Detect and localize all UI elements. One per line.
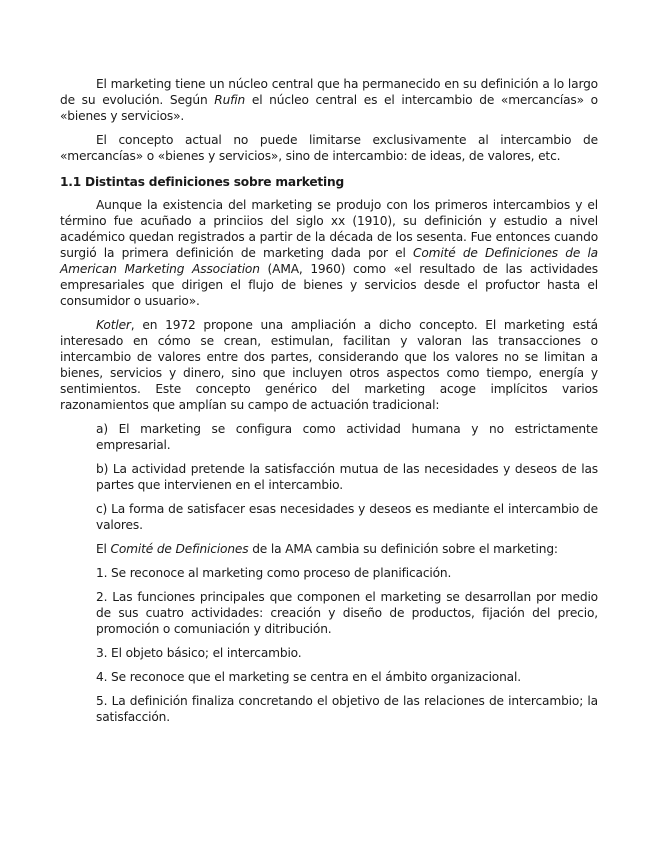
numbered-item-2: 2. Las funciones principales que componen el marketing se desarrollan por medio de sus cuatro actividades: creación y diseño de productos, fijación del precio, promoción o comuniación y ditribución. — [96, 590, 598, 636]
italic-author-kotler: Kotler — [96, 318, 131, 332]
text-run: El marketing tiene un núcleo central que ha permanecido en su definición a lo largo de su evolución. Según — [60, 77, 598, 107]
text-run: , en 1972 propone una ampliación a dicho concepto. El marketing está interesado en cómo se crean, estimulan, facilitan y valoran las transacciones o intercambio de valores entre dos partes, considerando que los valores no se limitan a bienes, servicios y dinero, sino que incluyen otros aspectos como tiempo, energía y sentimientos. Este concepto genérico del marketing acoge implícitos varios razonamientos que amplían su campo de actuación tradicional: — [60, 318, 598, 412]
text-run: de la AMA cambia su definición sobre el marketing: — [248, 542, 558, 556]
committee-line — [60, 541, 598, 557]
lettered-item-c: c) La forma de satisfacer esas necesidades y deseos es mediante el intercambio de valores. — [96, 502, 598, 532]
text-run: El concepto actual no puede limitarse exclusivamente al intercambio de «mercancías» o «bienes y servicios», sino de intercambio: de ideas, de valores, etc. — [60, 133, 598, 163]
section-paragraph-2 — [60, 317, 598, 413]
italic-ama-committee: Comité de Definiciones de la American Marketing Association — [60, 246, 599, 276]
numbered-item-4: 4. Se reconoce que el marketing se centra en el ámbito organizacional. — [96, 670, 521, 684]
document-page — [60, 76, 598, 733]
numbered-item-5: 5. La definición finaliza concretando el objetivo de las relaciones de intercambio; la satisfacción. — [96, 694, 598, 724]
text-run: Aunque la existencia del marketing se produjo con los primeros intercambios y el término fue acuñado a princiios del siglo xx (1910), su definición y estudio a nivel académico quedan registrados a partir de la década de los sesenta. Fue entonces cuando surgió la primera definición de marketing dada por el — [60, 198, 598, 260]
intro-paragraph-1 — [60, 76, 598, 124]
italic-committee: Comité de Definiciones — [110, 542, 249, 556]
text-run: el núcleo central es el intercambio de «mercancías» o «bienes y servicios». — [60, 93, 598, 123]
lettered-item-b: b) La actividad pretende la satisfacción mutua de las necesidades y deseos de las partes que intervienen en el intercambio. — [96, 462, 598, 492]
section-heading: 1.1 Distintas definiciones sobre marketing — [60, 175, 344, 189]
text-run: (AMA, 1960) como «el resultado de las actividades empresariales que dirigen el flujo de bienes y servicios desde el profuctor hasta el consumidor o usuario». — [60, 262, 598, 308]
numbered-item-1: 1. Se reconoce al marketing como proceso de planificación. — [96, 566, 452, 580]
text-run: El — [96, 542, 111, 556]
intro-paragraph-2 — [60, 132, 598, 164]
numbered-item-3: 3. El objeto básico; el intercambio. — [96, 646, 302, 660]
lettered-item-a: a) El marketing se configura como actividad humana y no estrictamente empresarial. — [96, 422, 598, 452]
section-paragraph-1 — [60, 197, 598, 309]
italic-author-rufin: Rufin — [214, 93, 246, 107]
